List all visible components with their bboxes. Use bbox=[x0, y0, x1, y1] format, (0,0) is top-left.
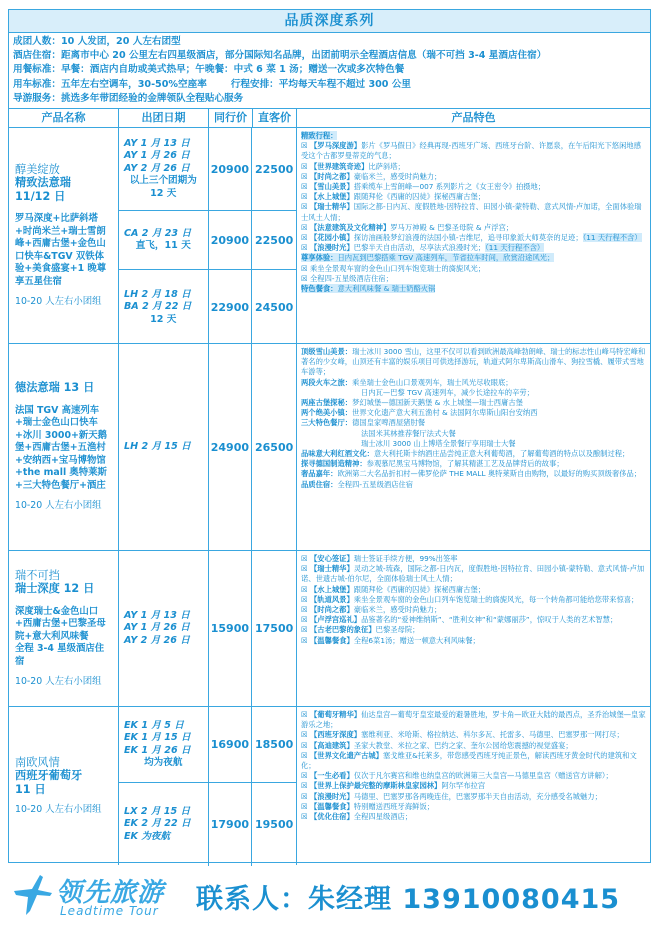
feature-title: 品质住宿： bbox=[301, 479, 338, 489]
departure-date: 均为夜航 bbox=[144, 757, 183, 769]
departure-date: AY 1 月 13 日 bbox=[124, 609, 190, 621]
feature-text: 国际之都-日内瓦、度假胜地-因特拉肯、田园小镇-蒙特勒、意式风情-卢加诺，全面体验瑞士风土人情； bbox=[301, 202, 642, 222]
feature-item bbox=[301, 182, 646, 192]
checkbox-icon: ☒ bbox=[301, 615, 308, 625]
bird-logo-icon bbox=[10, 871, 54, 919]
feature-title: 【罗马深度游】 bbox=[310, 141, 362, 151]
feature-note: （11 天行程不含） bbox=[485, 243, 545, 253]
feature-title: 【温馨餐食】 bbox=[310, 801, 354, 811]
departure-dates bbox=[119, 551, 209, 706]
departure-date: EK 为夜航 bbox=[124, 830, 171, 842]
checkbox-icon: ☒ bbox=[301, 202, 308, 212]
feature-title: 【世界建筑奇迹】 bbox=[310, 161, 369, 171]
features-cell bbox=[297, 551, 650, 706]
feature-text: 巴黎圣母院； bbox=[375, 625, 420, 635]
feature-text: 梦幻城堡—德国新天鹅堡 & 水上城堡—瑞士西庸古堡 bbox=[352, 398, 523, 408]
feature-item bbox=[301, 469, 646, 479]
feature-item bbox=[301, 564, 646, 584]
product-group bbox=[9, 344, 650, 551]
feature-title: 【优化住宿】 bbox=[310, 812, 354, 822]
table-body bbox=[9, 128, 650, 865]
departure-date: AY 1 月 26 日 bbox=[124, 150, 190, 162]
checkbox-icon: ☒ bbox=[301, 222, 308, 232]
product-name-cell bbox=[9, 344, 119, 550]
checkbox-icon: ☒ bbox=[301, 771, 308, 781]
departure-row bbox=[119, 270, 296, 345]
direct-price: 24500 bbox=[254, 301, 294, 315]
feature-title: 【一生必看】 bbox=[310, 771, 354, 781]
feature-title: 【葡萄牙精华】 bbox=[310, 710, 362, 720]
feature-text: 塞维利亚、米哈斯、格拉纳达、科尔多瓦、托雷多、马德里、巴塞罗那一网打尽； bbox=[361, 730, 624, 740]
feature-item bbox=[301, 131, 646, 141]
info-value: 挑选多年带团经验的金牌领队全程贴心服务 bbox=[60, 92, 244, 104]
product-group bbox=[9, 128, 650, 344]
product-name-line: 瑞不可挡 bbox=[15, 568, 60, 582]
feature-title: 尊享体验： bbox=[301, 253, 338, 263]
departure-date: LH 2 月 15 日 bbox=[124, 440, 191, 452]
feature-text: 全程四-五星级酒店住宿 bbox=[337, 479, 414, 489]
feature-item bbox=[301, 751, 646, 771]
feature-item bbox=[301, 192, 646, 202]
checkbox-icon: ☒ bbox=[301, 161, 308, 171]
departure-row bbox=[119, 551, 296, 706]
feature-title: 两个绝美小镇： bbox=[301, 408, 353, 418]
feature-item bbox=[301, 172, 646, 182]
feature-text: 豪临米兰，感受时尚魅力； bbox=[353, 605, 442, 615]
info-key: 用车标准： bbox=[13, 78, 61, 90]
feature-item bbox=[301, 554, 646, 564]
departure-dates bbox=[119, 707, 209, 782]
info-value: 平均每天车程不超过 300 公里 bbox=[278, 78, 412, 90]
checkbox-icon: ☒ bbox=[301, 554, 308, 564]
feature-item bbox=[301, 812, 646, 822]
product-name-line: 11 日 bbox=[15, 782, 46, 796]
checkbox-icon: ☒ bbox=[301, 710, 308, 720]
info-key: 行程安排： bbox=[230, 78, 279, 90]
product-group bbox=[9, 707, 650, 865]
feature-title: 顶级雪山美景： bbox=[301, 347, 353, 357]
feature-text: 参观慕尼黑宝马博物馆，了解其精湛工艺及品牌背后的故事； bbox=[366, 459, 564, 469]
contact-info: 联系人：朱经理 13910080415 bbox=[196, 884, 621, 915]
feature-text: 罗马万神殿 & 巴黎圣母院 & 卢浮宫； bbox=[390, 222, 514, 232]
feature-item bbox=[301, 162, 646, 172]
departure-row bbox=[119, 128, 296, 211]
feature-title: 【水上城堡】 bbox=[310, 584, 354, 594]
feature-item bbox=[301, 449, 646, 459]
feature-item bbox=[301, 141, 646, 161]
departure-rows bbox=[119, 551, 297, 706]
departure-date: 直飞，11 天 bbox=[135, 240, 191, 252]
feature-item bbox=[301, 274, 646, 284]
info-key: 成团人数： bbox=[13, 36, 61, 47]
product-name-cell bbox=[9, 128, 119, 343]
feature-item bbox=[301, 792, 646, 802]
product-name-cell bbox=[9, 551, 119, 706]
product-table bbox=[8, 9, 651, 863]
departure-dates bbox=[119, 128, 209, 210]
checkbox-icon: ☒ bbox=[301, 171, 308, 181]
feature-title: 【雪山美景】 bbox=[310, 182, 354, 192]
info-line bbox=[13, 78, 646, 92]
feature-title: 特色餐食： bbox=[301, 284, 338, 294]
checkbox-icon: ☒ bbox=[301, 233, 308, 243]
feature-text: 意大利托斯卡纳酒庄品尝纯正意大利葡萄酒，了解葡萄酒的特点以及酿制过程； bbox=[373, 449, 630, 459]
feature-text: 仅次于凡尔赛宫和维也纳皇宫的欧洲第三大皇宫—马德里皇宫（赠送官方讲解）； bbox=[353, 771, 613, 781]
info-value: 五年左右空调车，30-50%空座率 bbox=[60, 78, 207, 90]
feature-item bbox=[301, 710, 646, 730]
feature-text: 马德里、巴塞罗那各两晚连住，巴塞罗那半天自由活动，充分感受名城魅力； bbox=[353, 791, 602, 801]
logo-english: Leadtime Tour bbox=[60, 904, 159, 918]
departure-date: 12 天 bbox=[150, 313, 177, 325]
spacer bbox=[15, 288, 112, 296]
feature-title: 品味意大利红酒文化： bbox=[301, 449, 374, 459]
peer-price: 24900 bbox=[209, 344, 253, 550]
footer bbox=[0, 863, 657, 929]
departure-date: 以上三个团期为 12 天 bbox=[129, 175, 197, 199]
feature-text: 德国皇家啤酒屋猪肘餐 bbox=[352, 418, 426, 428]
feature-title: 【法意建筑及文化精神】 bbox=[310, 222, 391, 232]
peer-price: 20900 bbox=[209, 211, 253, 269]
direct-price: 17500 bbox=[254, 622, 294, 636]
departure-date: AY 1 月 26 日 bbox=[124, 622, 190, 634]
group-size: 10-20 人左右小团组 bbox=[15, 500, 102, 512]
feature-title: 【时尚之都】 bbox=[310, 171, 354, 181]
header-direct-price: 直客价 bbox=[253, 109, 297, 127]
feature-text: 圣家大教堂、米拉之家、巴约之家、奎尔公园给您震撼的视觉盛宴； bbox=[353, 740, 573, 750]
feature-title: 【瑞士精华】 bbox=[310, 564, 354, 574]
feature-text: 全程四星级酒店； bbox=[353, 812, 413, 822]
group-size: 10-20 人左右小团组 bbox=[15, 676, 102, 688]
feature-text: 乘坐瑞士金色山口景观列车，瑞士风光尽收眼底； bbox=[352, 377, 513, 387]
group-size: 10-20 人左右小团组 bbox=[15, 804, 102, 816]
checkbox-icon: ☒ bbox=[301, 594, 308, 604]
feature-title: 【卢浮宫巡礼】 bbox=[310, 615, 362, 625]
feature-item bbox=[301, 480, 646, 490]
departure-date: EK 2 月 22 日 bbox=[124, 818, 191, 830]
departure-row bbox=[119, 344, 296, 550]
feature-text: 影片《罗马假日》经典再现-西班牙广场、西班牙台阶、许愿泉，在午后阳光下悠闲地感受这个古都罗曼蒂克的气息； bbox=[301, 141, 641, 161]
checkbox-icon: ☒ bbox=[301, 564, 308, 574]
checkbox-icon: ☒ bbox=[301, 192, 308, 202]
feature-title: 【世界文化遗产古城】 bbox=[310, 750, 383, 760]
feature-title: 【轨道风景】 bbox=[310, 594, 354, 604]
feature-text: 探访油画般梦幻浪漫的法国小镇-吉维尼，追寻印象派大师莫奈的足迹； bbox=[353, 233, 583, 243]
departure-dates bbox=[119, 270, 209, 345]
feature-item bbox=[301, 730, 646, 740]
departure-date: AY 1 月 13 日 bbox=[124, 137, 190, 149]
spacer bbox=[15, 395, 112, 405]
direct-price: 26500 bbox=[254, 440, 294, 454]
feature-item bbox=[301, 625, 646, 635]
departure-date: LX 2 月 15 日 bbox=[124, 805, 191, 817]
feature-title: 【西班牙深度】 bbox=[310, 730, 362, 740]
feature-item bbox=[301, 595, 646, 605]
info-key: 导游服务： bbox=[13, 92, 61, 104]
checkbox-icon: ☒ bbox=[301, 182, 308, 192]
feature-item bbox=[301, 233, 646, 243]
feature-text: 灵动之城-琉森，国际之都-日内瓦，度假胜地-因特拉肯、田园小镇-蒙特勒、意式风情-卢加诺、世遗古城-伯尔尼，全面体验瑞士风土人情； bbox=[301, 564, 645, 584]
feature-text: 全程6菜1汤；赠送一顿意大利风味餐； bbox=[353, 635, 480, 645]
departure-rows bbox=[119, 344, 297, 550]
info-value: 早餐：酒店内自助或美式热早；午晚餐：中式 6 菜 1 汤；赠送一次或多次特色餐 bbox=[60, 64, 405, 76]
feature-title: 两段火车之旅： bbox=[301, 377, 353, 387]
feature-item bbox=[301, 284, 646, 294]
feature-title: 【古老巴黎的象征】 bbox=[310, 625, 376, 635]
feature-text: 特别赠送西班牙海鲜饭； bbox=[353, 801, 435, 811]
info-value: 10 人发团，20 人左右团型 bbox=[60, 36, 181, 47]
info-key: 用餐标准： bbox=[13, 64, 61, 76]
feature-text: 瑞士冰川 3000 雪山，这里不仅可以看到欧洲最高峰勃朗峰、瑞士的标志性山峰马特宏峰和著名的少女峰，山顶还有丰富的娱乐项目可供选择游玩，轨道式阿尔卑斯高山滑车、狗拉雪橇、履带式雪地车游等； bbox=[301, 347, 646, 377]
header-peer-price: 同行价 bbox=[209, 109, 253, 127]
feature-item bbox=[301, 253, 646, 263]
feature-text: 乘坐全景观车窗的金色山口列车饱览瑞士的旖旎风光，每一个转角都可能给您带来惊喜； bbox=[353, 594, 639, 604]
feature-item bbox=[301, 243, 646, 253]
feature-item bbox=[301, 615, 646, 625]
header-features: 产品特色 bbox=[451, 111, 496, 125]
peer-price: 20900 bbox=[209, 128, 253, 210]
checkbox-icon: ☒ bbox=[301, 141, 308, 151]
feature-item bbox=[301, 398, 646, 408]
feature-text: 豪临米兰，感受时尚魅力； bbox=[353, 171, 442, 181]
product-name-line: 南欧风情 bbox=[15, 755, 60, 769]
feature-item bbox=[301, 418, 646, 428]
product-name-line: 11/12 日 bbox=[15, 189, 66, 203]
spacer bbox=[15, 596, 112, 606]
departure-date: EK 1 月 26 日 bbox=[124, 744, 191, 756]
info-block bbox=[9, 33, 650, 109]
feature-text: 品鉴著名的“爱神维纳斯”、“胜利女神”和“蒙娜丽莎”，惊叹于人类的艺术智慧； bbox=[361, 615, 618, 625]
peer-price: 17900 bbox=[209, 783, 253, 866]
feature-item bbox=[301, 378, 646, 388]
feature-text: 瑞士签证手续方便，99%出签率 bbox=[353, 554, 458, 564]
info-line bbox=[13, 35, 646, 49]
checkbox-icon: ☒ bbox=[301, 605, 308, 615]
feature-continuation: 法国米其林推荐餐厅法式大餐 bbox=[361, 428, 456, 438]
feature-item bbox=[301, 636, 646, 646]
feature-continuation: 日内瓦—巴黎 TGV 高速列车，减少长途拉车的辛劳； bbox=[361, 387, 534, 397]
checkbox-icon: ☒ bbox=[301, 791, 308, 801]
feature-item bbox=[301, 264, 646, 274]
feature-item bbox=[301, 605, 646, 615]
info-line bbox=[13, 92, 646, 106]
feature-title: 【浪漫时光】 bbox=[310, 791, 354, 801]
info-value: 距离市中心 20 公里左右四星级酒店，部分国际知名品牌，出团前明示全程酒店信息（瑞不可挡 3-4 星酒店住宿） bbox=[60, 50, 547, 62]
feature-item bbox=[301, 781, 646, 791]
feature-text: 欧洲第二大名品折扣村—佛罗伦萨 THE MALL 奥特莱斯自由购物，以最好的购买顶级奢侈品； bbox=[337, 469, 642, 479]
product-description: 罗马深度+比萨斜塔+时尚米兰+瑞士雪朗峰+西庸古堡+金色山口快车&TGV 双铁体验+美食盛宴+1 晚尊享五星住宿 bbox=[15, 213, 107, 287]
feature-text: 意大利风味餐 & 瑞士奶酪火锅 bbox=[337, 284, 436, 294]
direct-price: 22500 bbox=[254, 233, 294, 247]
info-key: 酒店住宿： bbox=[13, 50, 61, 62]
feature-text: 精致行程： bbox=[301, 131, 338, 141]
direct-price: 19500 bbox=[254, 818, 294, 832]
checkbox-icon: ☒ bbox=[301, 750, 308, 760]
peer-price: 22900 bbox=[209, 270, 253, 345]
checkbox-icon: ☒ bbox=[301, 740, 308, 750]
departure-date: EK 1 月 5 日 bbox=[124, 719, 184, 731]
departure-row bbox=[119, 707, 296, 783]
departure-date: BA 2 月 22 日 bbox=[124, 301, 192, 313]
direct-price: 18500 bbox=[254, 738, 294, 752]
peer-price: 16900 bbox=[209, 707, 253, 782]
checkbox-icon: ☒ bbox=[301, 812, 308, 822]
feature-text: 比萨斜塔； bbox=[368, 161, 405, 171]
departure-rows bbox=[119, 707, 297, 865]
feature-title: 奢品嘉年： bbox=[301, 469, 338, 479]
product-name-line: 瑞士深度 12 日 bbox=[15, 582, 95, 596]
feature-item bbox=[301, 585, 646, 595]
departure-rows bbox=[119, 128, 297, 343]
feature-item bbox=[301, 202, 646, 222]
product-name-line: 醇美绽放 bbox=[15, 162, 60, 176]
header-product-name: 产品名称 bbox=[9, 109, 119, 127]
feature-text: 跟随拜伦《西庸的囚徒》探秘西庸古堡； bbox=[353, 584, 486, 594]
product-group bbox=[9, 551, 650, 707]
feature-text: 日内瓦到巴黎搭乘 TGV 高速列车，节省拉车时间，欣赏沿途风光； bbox=[337, 253, 555, 263]
product-name-line: 精致法意瑞 bbox=[15, 176, 71, 190]
departure-row bbox=[119, 211, 296, 270]
feature-title: 【花园小镇】 bbox=[310, 233, 354, 243]
departure-dates bbox=[119, 783, 209, 866]
product-description: 深度瑞士&金色山口+西庸古堡+巴黎圣母院+意大利风味餐 bbox=[15, 605, 106, 642]
departure-date: AY 2 月 26 日 bbox=[124, 634, 190, 646]
checkbox-icon: ☒ bbox=[301, 263, 308, 273]
feature-item bbox=[301, 741, 646, 751]
feature-title: 【安心签证】 bbox=[310, 554, 354, 564]
spacer bbox=[15, 668, 112, 676]
checkbox-icon: ☒ bbox=[301, 584, 308, 594]
features-cell bbox=[297, 128, 650, 343]
feature-note: （11 天行程不含） bbox=[582, 233, 642, 243]
feature-text: 乘坐全景观车窗的金色山口列车饱览瑞士的旖旎风光； bbox=[310, 263, 486, 273]
feature-title: 【瑞士精华】 bbox=[310, 202, 354, 212]
checkbox-icon: ☒ bbox=[301, 781, 308, 791]
feature-text: 阿尔罕布拉宫 bbox=[441, 781, 486, 791]
feature-text: 仙达皇宫—葡萄牙皇室最爱的避暑胜地，罗卡角—欧亚大陆的最西点，圣乔治城堡—皇家游乐之地； bbox=[301, 710, 646, 730]
checkbox-icon: ☒ bbox=[301, 730, 308, 740]
feature-title: 三大特色餐厅： bbox=[301, 418, 353, 428]
checkbox-icon: ☒ bbox=[301, 635, 308, 645]
departure-row bbox=[119, 783, 296, 866]
feature-item bbox=[301, 771, 646, 781]
feature-text: 塞戈维亚&托莱多，带您感受西班牙纯正景色，解读西班牙黄金时代的建筑和文化； bbox=[301, 750, 637, 771]
spacer bbox=[15, 796, 112, 804]
group-size: 10-20 人左右小团组 bbox=[15, 296, 102, 308]
feature-text: 搭乘缆车上雪朗峰—007 系列影片之《女王密令》拍摄地； bbox=[353, 182, 546, 192]
feature-text: 全程四-五星级酒店住宿； bbox=[310, 273, 393, 283]
product-name-line: 西班牙葡萄牙 bbox=[15, 769, 83, 783]
checkbox-icon: ☒ bbox=[301, 243, 308, 253]
departure-date: EK 1 月 15 日 bbox=[124, 732, 191, 744]
product-name-line: 德法意瑞 13 日 bbox=[15, 381, 95, 395]
product-hotel: 全程 3-4 星级酒店住宿 bbox=[15, 643, 105, 667]
departure-date: LH 2 月 18 日 bbox=[124, 288, 191, 300]
feature-continuation: 瑞士冰川 3000 山上博塔全景餐厅享用瑞士大餐 bbox=[361, 438, 516, 448]
feature-title: 【高迪建筑】 bbox=[310, 740, 354, 750]
spacer bbox=[15, 203, 112, 213]
feature-item bbox=[301, 802, 646, 812]
feature-title: 探寻德国制造精神： bbox=[301, 459, 367, 469]
info-line bbox=[13, 49, 646, 63]
feature-title: 【浪漫时光】 bbox=[310, 243, 354, 253]
feature-title: 【世界上保护最完整的摩斯林皇家园林】 bbox=[310, 781, 442, 791]
direct-price: 22500 bbox=[254, 162, 294, 176]
departure-dates bbox=[119, 344, 209, 550]
feature-text: 巴黎半天自由活动，尽享法式浪漫时光； bbox=[353, 243, 486, 253]
feature-title: 【时尚之都】 bbox=[310, 605, 354, 615]
feature-item bbox=[301, 459, 646, 469]
departure-date: AY 2 月 26 日 bbox=[124, 162, 190, 174]
checkbox-icon: ☒ bbox=[301, 273, 308, 283]
departure-dates bbox=[119, 211, 209, 269]
checkbox-icon: ☒ bbox=[301, 625, 308, 635]
feature-title: 【水上城堡】 bbox=[310, 192, 354, 202]
table-header bbox=[9, 109, 650, 128]
logo-chinese: 领先旅游 bbox=[56, 878, 165, 908]
page-title: 品质深度系列 bbox=[9, 10, 650, 33]
departure-date: CA 2 月 23 日 bbox=[124, 227, 192, 239]
checkbox-icon: ☒ bbox=[301, 801, 308, 811]
features-cell bbox=[297, 707, 650, 865]
feature-item bbox=[301, 408, 646, 418]
product-description: 法国 TGV 高速列车+瑞士金色山口快车+冰川 3000+新天鹅堡+西庸古堡+五渔村+安纳西+宝马博物馆+the mall 奥特莱斯+三大特色餐厅+酒庄 bbox=[15, 404, 107, 491]
feature-item bbox=[301, 223, 646, 233]
peer-price: 15900 bbox=[209, 551, 253, 706]
info-line bbox=[13, 63, 646, 77]
feature-text: 世界文化遗产意大利五渔村 & 法国阿尔卑斯山阳台安纳西 bbox=[352, 408, 538, 418]
feature-text: 跟随拜伦《西庸的囚徒》探秘西庸古堡； bbox=[353, 192, 486, 202]
feature-title: 【温馨餐食】 bbox=[310, 635, 354, 645]
header-date: 出团日期 bbox=[119, 109, 209, 127]
product-name-cell bbox=[9, 707, 119, 865]
feature-item bbox=[301, 347, 646, 378]
feature-title: 两座古堡探秘： bbox=[301, 398, 353, 408]
features-cell bbox=[297, 344, 650, 550]
